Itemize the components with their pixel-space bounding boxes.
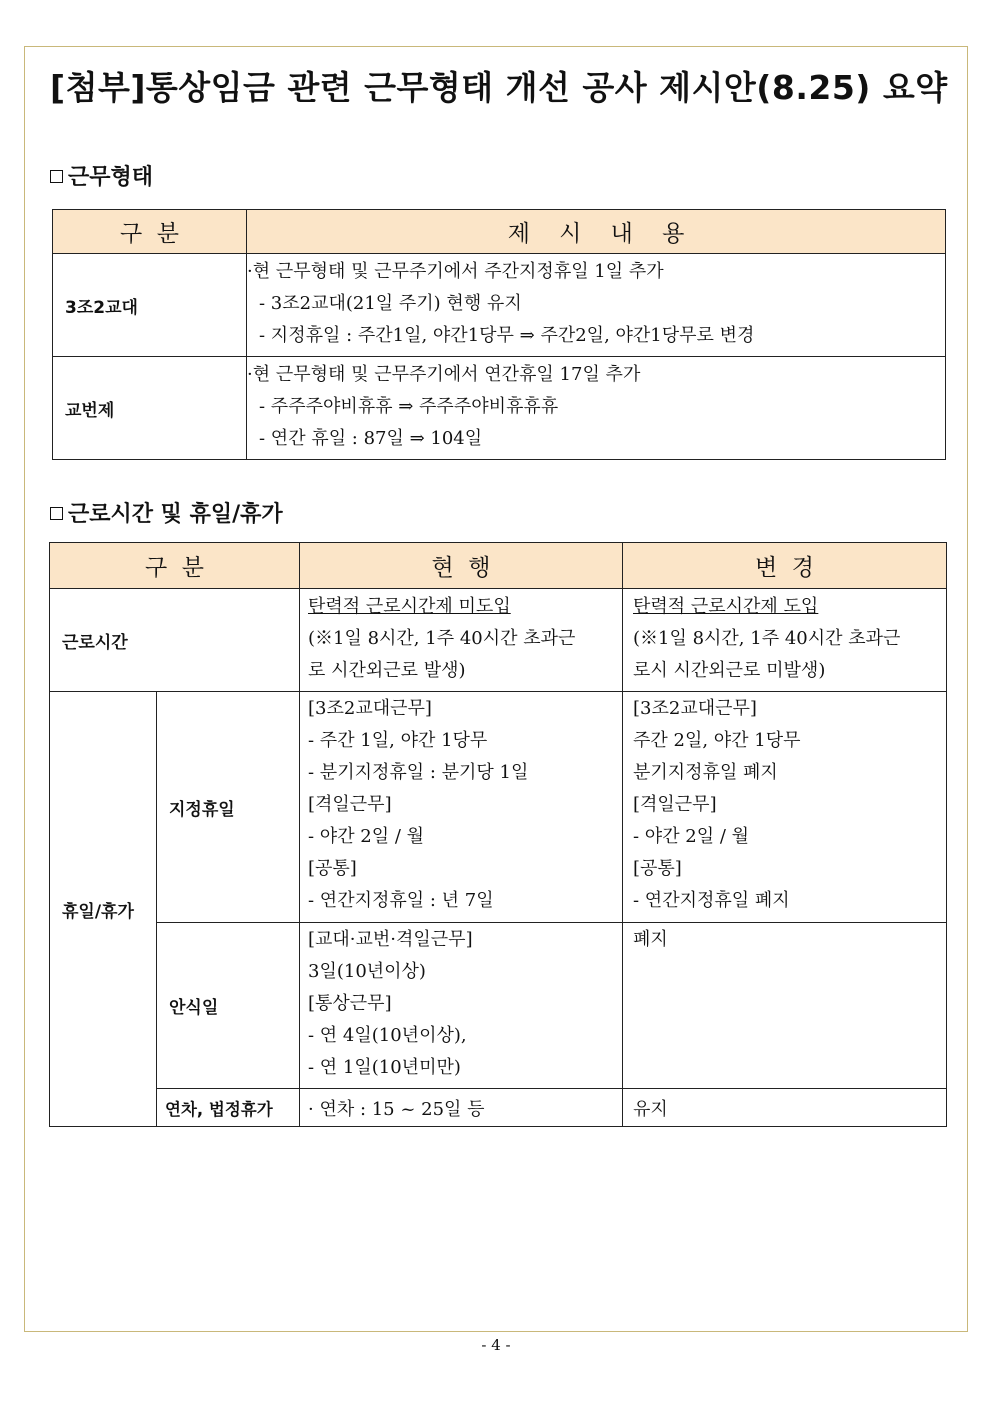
content-line: - 연간 휴일 : 87일 ⇒ 104일	[259, 428, 483, 449]
table-row	[53, 254, 946, 357]
row-label-3shift: 3조2교대	[53, 254, 247, 357]
sabbatical-current	[300, 923, 623, 1089]
header-category: 구 분	[53, 210, 247, 254]
content-line: - 연간지정휴일 : 년 7일	[308, 890, 494, 911]
content-line: - 분기지정휴일 : 분기당 1일	[308, 762, 529, 783]
row-label-annual-leave: 연차, 법정휴가	[157, 1089, 300, 1127]
worktime-current	[300, 589, 623, 692]
content-line: ·현 근무형태 및 근무주기에서 연간휴일 17일 추가	[247, 364, 641, 385]
table-header-row	[50, 543, 947, 589]
designated-changed	[623, 692, 947, 923]
content-line: (※1일 8시간, 1주 40시간 초과근	[633, 628, 901, 649]
square-bullet-icon	[50, 170, 63, 183]
row-group-holiday-leave: 휴일/휴가	[50, 692, 157, 1127]
section-heading-text: 근로시간 및 휴일/휴가	[68, 502, 283, 527]
content-line: [3조2교대근무]	[308, 698, 432, 719]
content-line: - 지정휴일 : 주간1일, 야간1당무 ⇒ 주간2일, 야간1당무로 변경	[259, 325, 755, 346]
content-line: 탄력적 근로시간제 도입	[633, 596, 819, 617]
content-line: - 주간 1일, 야간 1당무	[308, 730, 488, 751]
content-line: 주간 2일, 야간 1당무	[633, 730, 801, 751]
header-category: 구 분	[50, 543, 300, 589]
section-heading-work-type	[50, 160, 153, 191]
content-line: [3조2교대근무]	[633, 698, 757, 719]
content-line: [통상근무]	[308, 993, 392, 1014]
content-line: 로 시간외근로 발생)	[308, 660, 466, 681]
content-line: [공통]	[633, 858, 682, 879]
content-line: [격일근무]	[633, 794, 717, 815]
hours-holidays-table	[49, 542, 947, 1127]
content-line: [공통]	[308, 858, 357, 879]
row-content-rotation	[247, 357, 946, 460]
header-changed: 변 경	[623, 543, 947, 589]
table-row	[50, 1089, 947, 1127]
content-line: (※1일 8시간, 1주 40시간 초과근	[308, 628, 576, 649]
table-header-row	[53, 210, 946, 254]
content-line: 3일(10년이상)	[308, 961, 426, 982]
work-type-table	[52, 209, 946, 460]
content-line: 로시 시간외근로 미발생)	[633, 660, 826, 681]
content-line: - 연 4일(10년이상),	[308, 1025, 467, 1046]
content-line: - 연 1일(10년미만)	[308, 1057, 461, 1078]
row-label-worktime: 근로시간	[50, 589, 300, 692]
square-bullet-icon	[50, 507, 63, 520]
section-heading-text: 근무형태	[68, 165, 154, 190]
page-number: - 4 -	[481, 1336, 511, 1354]
content-line: [격일근무]	[308, 794, 392, 815]
sabbatical-changed	[623, 923, 947, 1089]
content-line: ·현 근무형태 및 근무주기에서 주간지정휴일 1일 추가	[247, 261, 664, 282]
content-line: - 주주주야비휴휴 ⇒ 주주주야비휴휴휴	[259, 396, 559, 417]
section-heading-hours-holidays	[50, 497, 283, 528]
table-row	[53, 357, 946, 460]
page-title: [첨부]통상임금 관련 근무형태 개선 공사 제시안(8.25) 요약	[50, 68, 948, 107]
content-line: 탄력적 근로시간제 미도입	[308, 596, 511, 617]
content-line: 폐지	[633, 929, 668, 950]
row-label-designated-holiday: 지정휴일	[157, 692, 300, 923]
content-line: - 야간 2일 / 월	[308, 826, 425, 847]
table-row	[50, 923, 947, 1089]
content-line: - 3조2교대(21일 주기) 현행 유지	[259, 293, 522, 314]
content-line: - 야간 2일 / 월	[633, 826, 750, 847]
table-row	[50, 589, 947, 692]
annual-current: · 연차 : 15 ~ 25일 등	[300, 1089, 623, 1127]
header-current: 현 행	[300, 543, 623, 589]
row-label-rotation: 교번제	[53, 357, 247, 460]
table-row	[50, 692, 947, 923]
header-proposal: 제 시 내 용	[247, 210, 946, 254]
content-line: - 연간지정휴일 폐지	[633, 890, 790, 911]
annual-changed: 유지	[623, 1089, 947, 1127]
content-line: 분기지정휴일 폐지	[633, 762, 778, 783]
row-content-3shift	[247, 254, 946, 357]
worktime-changed	[623, 589, 947, 692]
designated-current	[300, 692, 623, 923]
content-line: [교대·교번·격일근무]	[308, 929, 473, 950]
row-label-sabbatical: 안식일	[157, 923, 300, 1089]
